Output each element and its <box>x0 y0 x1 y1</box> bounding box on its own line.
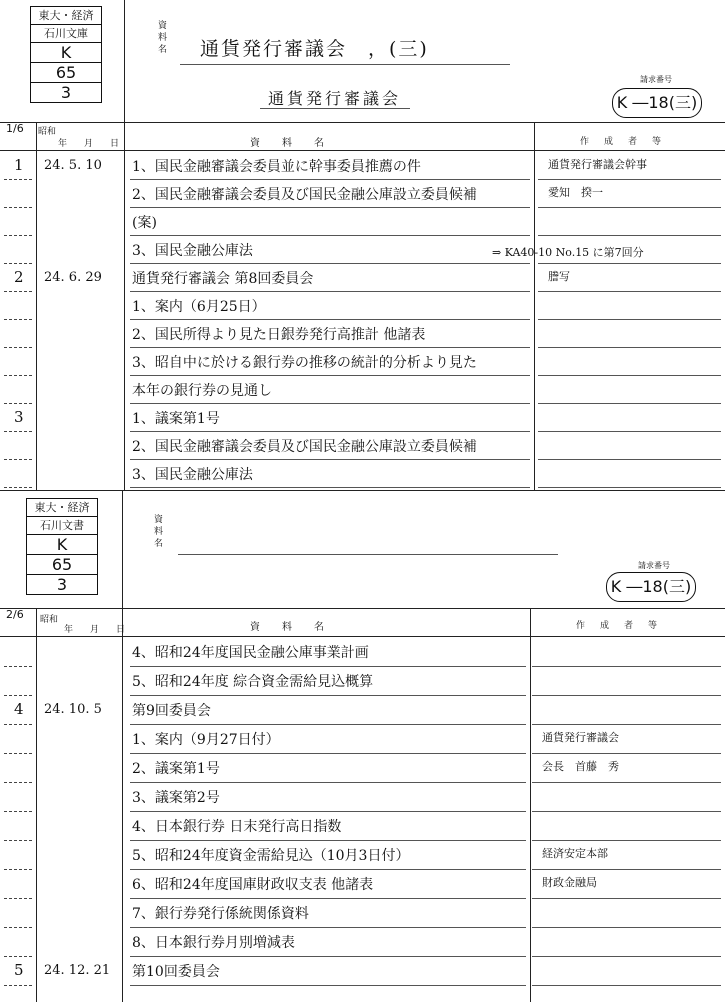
era-label: 昭和 <box>38 127 57 137</box>
row-title: 通貨発行審議会 第8回委員会 <box>132 271 314 287</box>
doc-name-label-2: 資 料 名 <box>154 515 164 549</box>
row-number: 3 <box>14 408 24 426</box>
row-author: 会長 首藤 秀 <box>542 760 619 773</box>
class-number: K ―18(三) <box>612 88 702 118</box>
document-title: 通貨発行審議会 ，(三) <box>200 38 429 60</box>
doc-name-label: 資 料 名 <box>158 21 168 55</box>
stamp-line-2: 石川文書 <box>27 517 97 535</box>
row-author: 通貨発行審議会幹事 <box>548 158 647 171</box>
page-fraction-2: 2/6 <box>6 608 24 621</box>
row-number: 2 <box>14 268 24 286</box>
row-date: 24. 10. 5 <box>44 702 102 717</box>
row-title: 1、案内（9月27日付） <box>132 732 280 748</box>
row-title: 2、国民金融審議会委員及び国民金融公庫設立委員候補 <box>132 439 477 455</box>
row-title: 1、国民金融審議会委員並に幹事委員推薦の件 <box>132 159 421 175</box>
row-title: 第9回委員会 <box>132 703 211 719</box>
row-title: 3、国民金融公庫法 <box>132 467 253 483</box>
row-title: 2、議案第1号 <box>132 761 220 777</box>
stamp-line-5: 3 <box>60 83 72 102</box>
row-title: 8、日本銀行券月別増減表 <box>132 935 295 951</box>
row-author: 謄写 <box>548 270 570 283</box>
stamp-line-3: K <box>27 535 97 555</box>
row-number: 4 <box>14 700 24 718</box>
row-title: 5、昭和24年度資金需給見込（10月3日付） <box>132 848 410 864</box>
row-date: 24. 6. 29 <box>44 270 102 285</box>
class-number-2: K ―18(三) <box>606 572 696 602</box>
row-number: 5 <box>14 961 24 979</box>
row-date: 24. 5. 10 <box>44 158 102 173</box>
class-label-2: 請求番号 <box>638 561 670 570</box>
row-author: 愛知 揆一 <box>548 186 603 199</box>
row-title: 3、国民金融公庫法 <box>132 243 253 259</box>
archive-stamp-top <box>30 6 102 103</box>
stamp-line-4: 65 <box>27 555 97 575</box>
row-title: 4、日本銀行券 日末発行高日指数 <box>132 819 342 835</box>
page-fraction: 1/6 <box>6 122 24 135</box>
row-title: 3、昭自中に於ける銀行券の推移の統計的分析より見た <box>132 355 477 371</box>
row-title: 3、議案第2号 <box>132 790 220 806</box>
date-header-2: 年 月 日 <box>64 625 130 635</box>
row-title: 1、案内（6月25日） <box>132 299 266 315</box>
row-title: (案) <box>132 215 157 231</box>
row-number: 1 <box>14 156 24 174</box>
row-title: 7、銀行券発行係統関係資料 <box>132 906 309 922</box>
row-title: 2、国民金融審議会委員及び国民金融公庫設立委員候補 <box>132 187 477 203</box>
row-title: 第10回委員会 <box>132 964 220 980</box>
document-subtitle: 通貨発行審議会 <box>268 89 402 108</box>
era-label-2: 昭和 <box>40 615 59 625</box>
docs-header: 資 料 名 <box>250 138 330 149</box>
author-header-2: 作 成 者 等 <box>576 621 661 631</box>
stamp-line-1: 東大・経済 <box>27 499 97 517</box>
stamp-line-4: 65 <box>31 63 101 83</box>
archive-stamp-bottom <box>26 498 98 595</box>
row-author: 経済安定本部 <box>542 847 608 860</box>
date-header: 年 月 日 <box>58 139 124 149</box>
class-label: 請求番号 <box>640 75 672 84</box>
row-title: 本年の銀行券の見通し <box>132 383 272 399</box>
stamp-line-2: 石川文庫 <box>31 25 101 43</box>
row-date: 24. 12. 21 <box>44 963 111 978</box>
cross-reference-note: ⇒ KA40-10 No.15 に第7回分 <box>492 246 644 259</box>
stamp-line-5: 3 <box>56 575 68 594</box>
row-title: 4、昭和24年度国民金融公庫事業計画 <box>132 645 369 661</box>
row-title: 2、国民所得より見た日銀券発行高推計 他諸表 <box>132 327 426 343</box>
author-header: 作 成 者 等 <box>580 137 665 147</box>
row-author: 通貨発行審議会 <box>542 731 619 744</box>
stamp-line-1: 東大・経済 <box>31 7 101 25</box>
row-title: 6、昭和24年度国庫財政収支表 他諸表 <box>132 877 374 893</box>
stamp-line-3: K <box>31 43 101 63</box>
row-author: 財政金融局 <box>542 876 597 889</box>
row-title: 5、昭和24年度 綜合資金需給見込概算 <box>132 674 374 690</box>
docs-header-2: 資 料 名 <box>250 622 330 633</box>
row-title: 1、議案第1号 <box>132 411 220 427</box>
